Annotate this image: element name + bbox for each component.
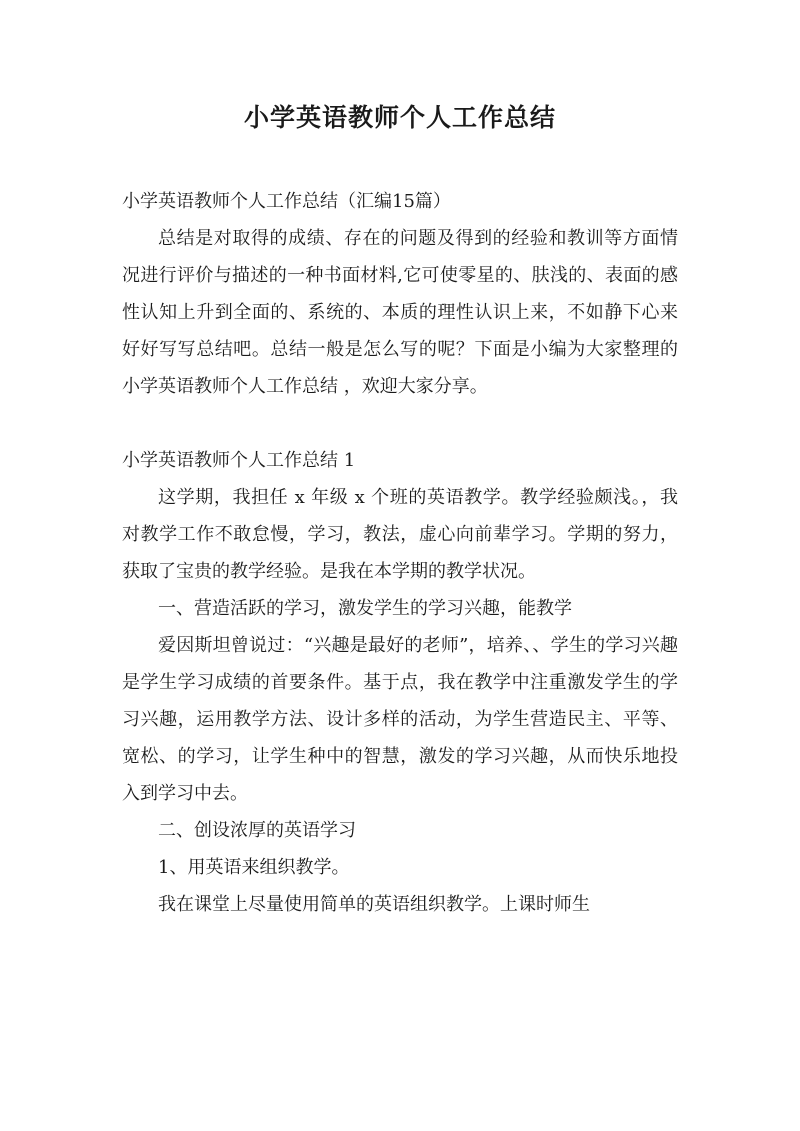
- body-paragraph: 我在课堂上尽量使用简单的英语组织教学。上课时师生: [158, 894, 590, 915]
- subheading-2: 二、创设浓厚的英语学习: [158, 820, 356, 841]
- body-paragraph: 这学期，我担任 x 年级 x 个班的英语教学。教学经验颇浅。，我对教学工作不敢怠慢，学习，教法，虚心向前辈学习。学期的努力，获取了宝贵的教学经验。是我在本学期的教学状况。: [122, 487, 678, 582]
- list-item: 1、用英语来组织教学。: [158, 857, 350, 878]
- body-paragraph: 爱因斯坦曾说过：“兴趣是最好的老师”，培养、、学生的学习兴趣是学生学习成绩的首要条件。基于点，我在教学中注重激发学生的学习兴趣，运用教学方法、设计多样的活动，为学生营造民主、平等、宽松、的学习，让学生种中的智慧，激发的学习兴趣，从而快乐地投入到学习中去。: [122, 635, 678, 804]
- intro-paragraph: 总结是对取得的成绩、存在的问题及得到的经验和教训等方面情况进行评价与描述的一种书面材料,它可使零星的、肤浅的、表面的感性认知上升到全面的、系统的、本质的理性认识上来，不如静下心来好好写写总结吧。总结一般是怎么写的呢？下面是小编为大家整理的小学英语教师个人工作总结 ，欢迎大家分享。: [122, 228, 678, 397]
- document-subtitle: 小学英语教师个人工作总结（汇编15篇）: [122, 191, 451, 212]
- subheading-1: 一、营造活跃的学习，激发学生的学习兴趣，能教学: [158, 598, 572, 619]
- document-title: 小学英语教师个人工作总结: [243, 103, 556, 132]
- document-body: [122, 183, 678, 923]
- paragraph-spacer: [122, 405, 678, 442]
- section-heading: 小学英语教师个人工作总结 1: [122, 450, 356, 471]
